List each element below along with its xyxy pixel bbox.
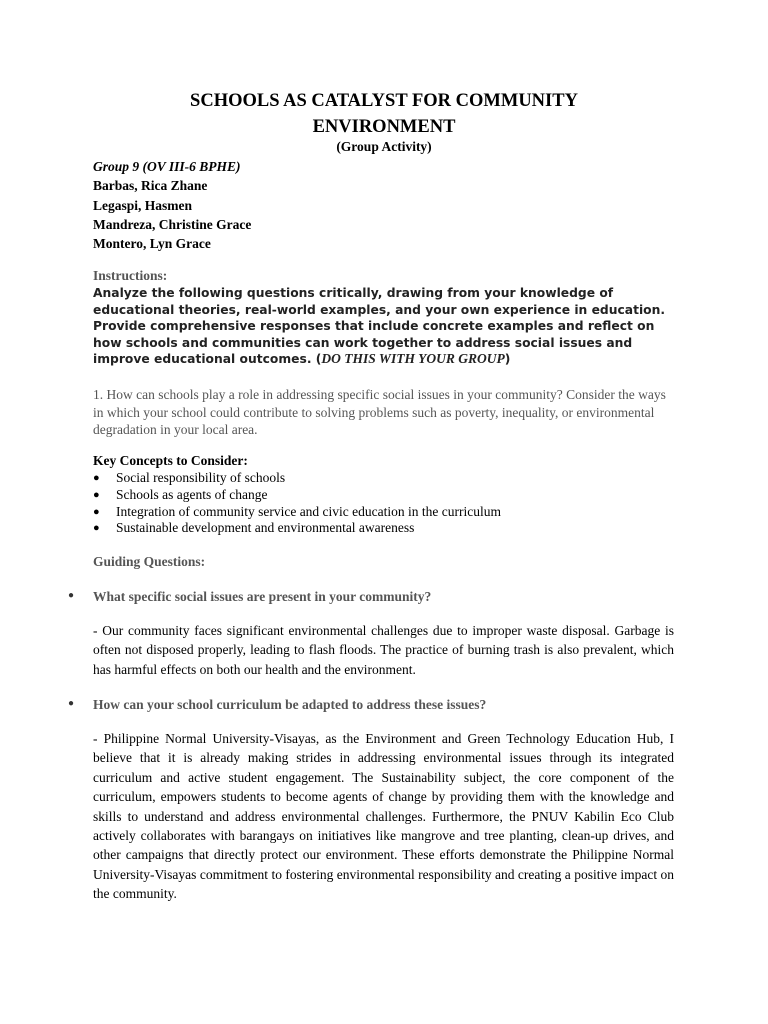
answer-1: - Our community faces significant environmental challenges due to improper waste disposal. Garbage is often not disposed properly, leading to flash floods. The practice of burning trash is also prevalent, which has harmful effects on both our health and the environment.	[93, 623, 674, 677]
member-name: Montero, Lyn Grace	[93, 236, 211, 252]
list-item-text: Sustainable development and environmental awareness	[116, 520, 415, 536]
bullet-icon: ●	[93, 505, 100, 518]
document-title	[0, 88, 768, 140]
instructions-heading: Instructions:	[93, 268, 168, 283]
key-concepts-heading: Key Concepts to Consider:	[93, 453, 248, 468]
question-1: 1. How can schools play a role in addressing specific social issues in your community? Consider the ways in which your school could contribute to solving problems such as poverty, inequality, or environmental degradation in your local area.	[93, 387, 666, 438]
member-name: Mandreza, Christine Grace	[93, 216, 252, 232]
list-item	[93, 504, 501, 521]
list-item-text: Social responsibility of schools	[116, 470, 286, 485]
instructions-close: )	[504, 352, 511, 367]
member-name: Barbas, Rica Zhane	[93, 178, 208, 194]
title-line-1: SCHOOLS AS CATALYST FOR COMMUNITY	[190, 91, 578, 111]
list-item-text: Integration of community service and civic education in the curriculum	[116, 503, 501, 519]
instructions-emphasis: DO THIS WITH YOUR GROUP	[321, 351, 505, 367]
instructions-body: Analyze the following questions critically, drawing from your knowledge of educational theories, real-world examples, and your own experience in education. Provide comprehensive responses that include concrete examples and reflect on how schools and communities can work together to address social issues and improve educational outcomes. (	[93, 286, 666, 367]
bullet-icon: ●	[93, 522, 100, 535]
list-item	[93, 520, 501, 537]
title-line-2: ENVIRONMENT	[312, 117, 456, 137]
instructions-text	[93, 285, 673, 368]
bullet-icon: ●	[93, 472, 100, 484]
group-block	[93, 157, 251, 253]
group-label: Group 9 (OV III-6 BPHE)	[93, 159, 241, 174]
guiding-question-text: What specific social issues are present in your community?	[93, 589, 432, 604]
member-name: Legaspi, Hasmen	[93, 197, 193, 213]
list-item-text: Schools as agents of change	[116, 486, 268, 502]
list-item	[93, 487, 501, 504]
bullet-icon: ●	[93, 488, 100, 501]
guiding-questions-heading: Guiding Questions:	[93, 554, 206, 569]
answer-2: - Philippine Normal University-Visayas, as the Environment and Green Technology Education Hub, I believe that it is already making strides in addressing environmental issues through its integrated curriculum and active student engagement. The Sustainability subject, the core component of the curriculum, empowers students to become agents of change by providing them with the knowledge and skills to understand and address environmental challenges. Furthermore, the PNUV Kabilin Eco Club actively collaborates with barangays on initiatives like mangrove and tree planting, clean-up drives, and other campaigns that directly protect our environment. These efforts demonstrate the Philippine Normal University-Visayas commitment to fostering environmental responsibility and creating a positive impact on the community.	[93, 731, 674, 902]
subtitle: (Group Activity)	[336, 139, 432, 154]
bullet-icon: ●	[68, 698, 75, 709]
list-item	[93, 470, 501, 487]
bullet-icon: ●	[68, 590, 75, 601]
guiding-question-text: How can your school curriculum be adapted to address these issues?	[93, 697, 487, 712]
key-concepts-list	[93, 470, 501, 537]
